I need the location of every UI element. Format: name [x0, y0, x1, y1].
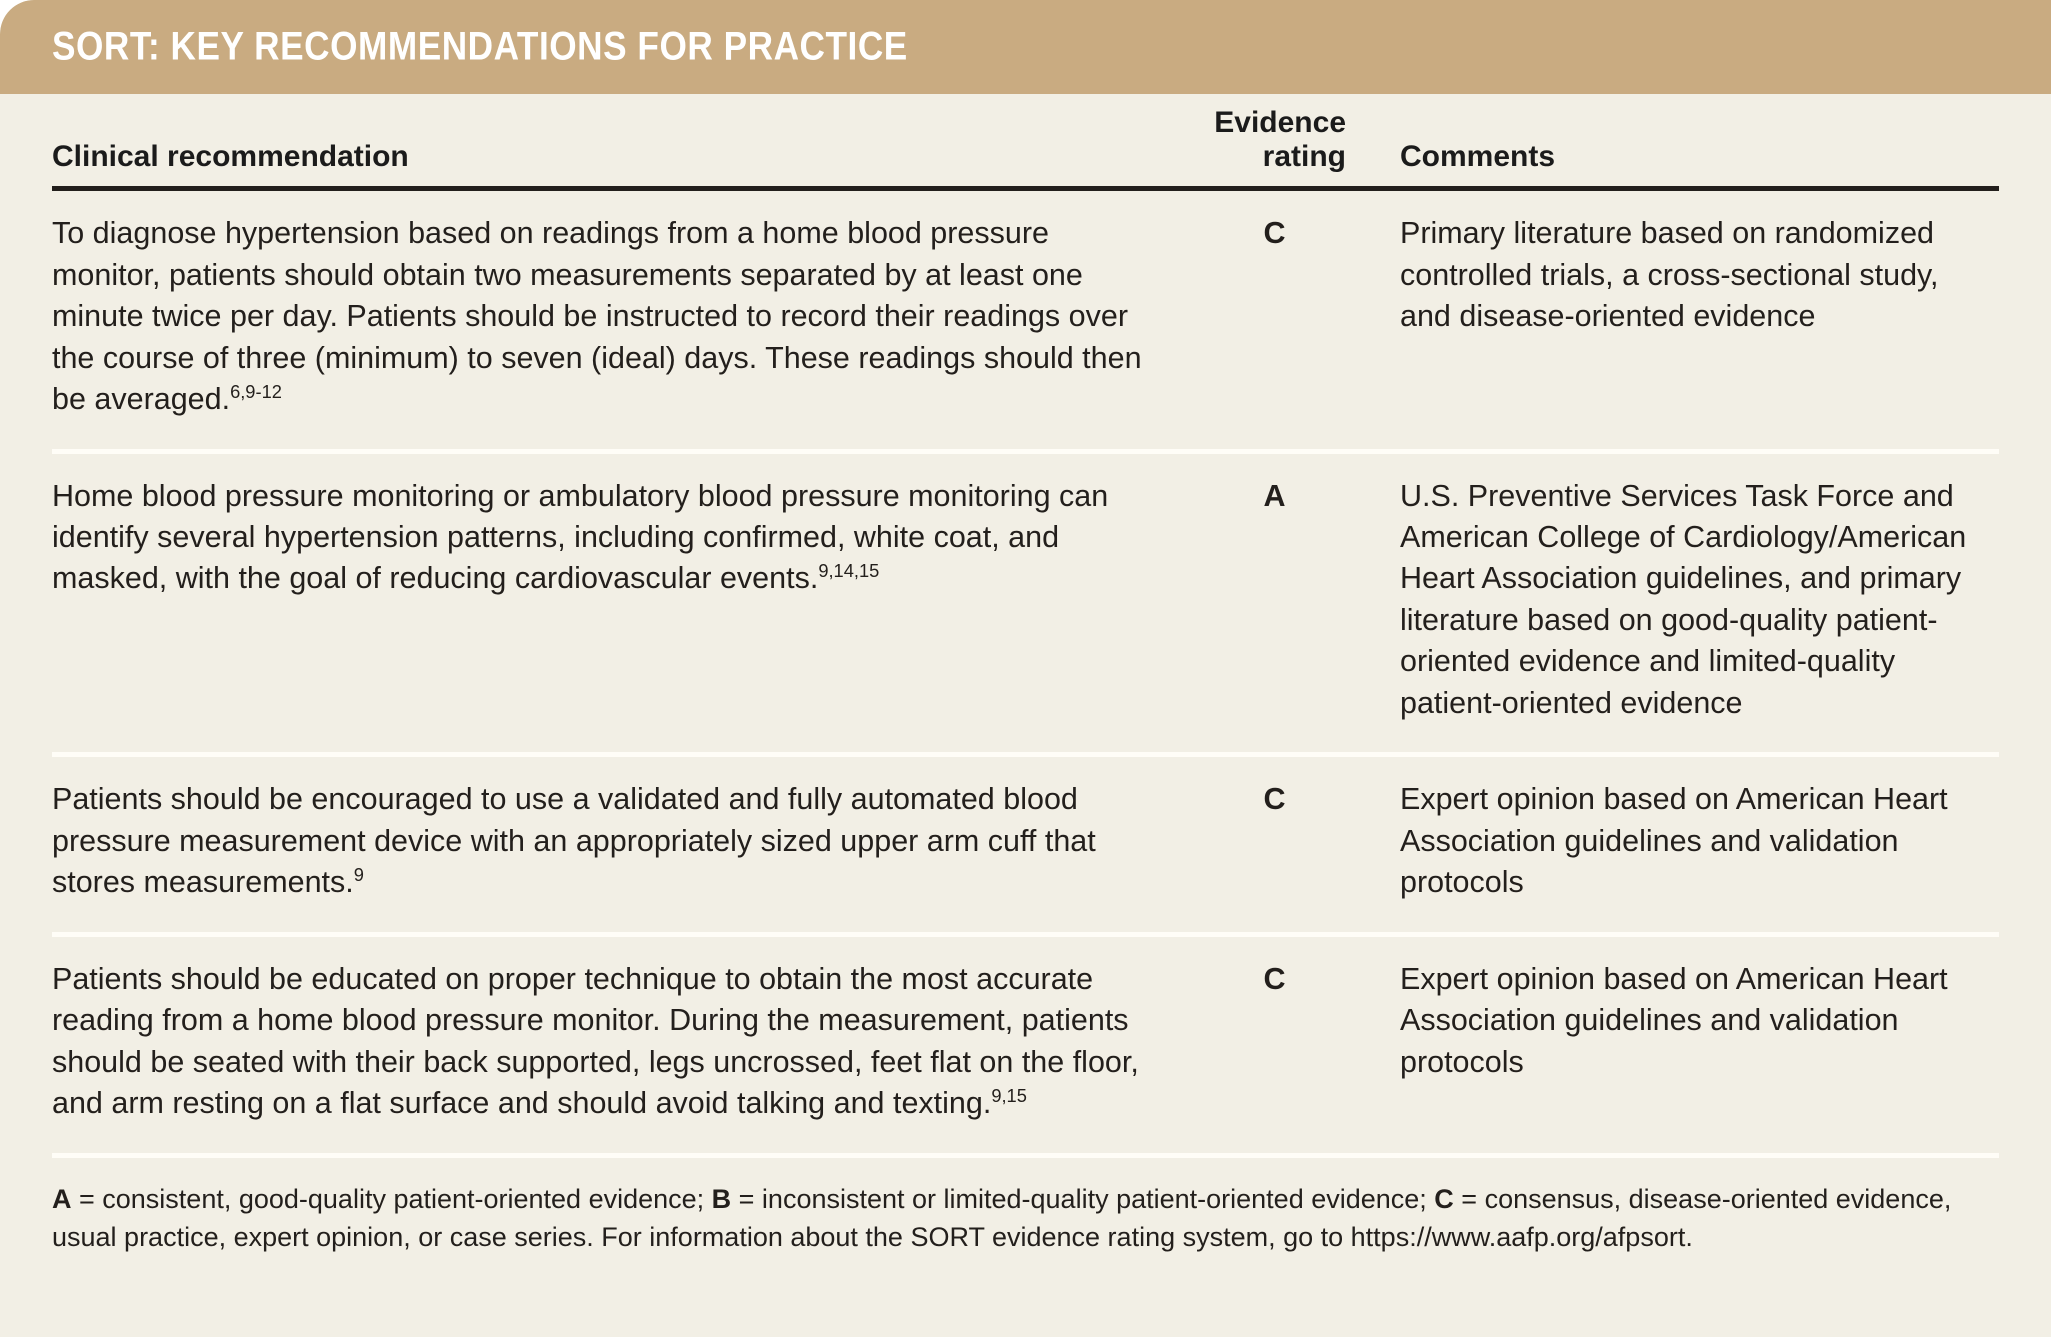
- cell-evidence-rating: C: [1197, 934, 1372, 1155]
- recommendation-citation: 9: [353, 864, 364, 886]
- table-title-bar: [0, 0, 2051, 94]
- footnote-text-a: = consistent, good-quality patient-oriented evidence;: [71, 1183, 712, 1214]
- cell-comments: [1372, 934, 1999, 1155]
- sort-recommendations-table: [52, 94, 1999, 1158]
- cell-comments: [1372, 451, 1999, 755]
- cell-comments: [1372, 755, 1999, 934]
- cell-recommendation: [52, 755, 1197, 934]
- cell-recommendation: [52, 189, 1197, 451]
- recommendation-text: Patients should be educated on proper technique to obtain the most accurate reading from a home blood pressure monitor. During the measurement, patients should be seated with their back supported, legs uncrossed, feet flat on the floor, and arm resting on a flat surface and should avoid talking and texting.: [52, 961, 1139, 1121]
- cell-recommendation: [52, 934, 1197, 1155]
- table-row: [52, 451, 1999, 755]
- cell-recommendation: [52, 451, 1197, 755]
- cell-comments: [1372, 189, 1999, 451]
- recommendation-text: Patients should be encouraged to use a validated and fully automated blood pressure measurement device with an appropriately sized upper arm cuff that stores measurements.: [52, 782, 1096, 900]
- cell-evidence-rating: C: [1197, 189, 1372, 451]
- footnote-rating-c: C: [1434, 1183, 1454, 1214]
- column-header-evidence-rating-line2: rating: [1262, 140, 1346, 173]
- comments-text: Primary literature based on randomized controlled trials, a cross-sectional study, and disease-oriented evidence: [1400, 216, 1939, 334]
- comments-text: U.S. Preventive Services Task Force and American College of Cardiology/American Heart Association guidelines, and primary literature based on good-quality patient-oriented evidence and limited-quality patient-oriented evidence: [1400, 478, 1967, 720]
- column-header-evidence-rating-line1: Evidence: [1214, 105, 1346, 139]
- recommendation-citation: 6,9-12: [230, 380, 282, 402]
- recommendation-citation: 9,14,15: [818, 560, 880, 582]
- recommendation-text: To diagnose hypertension based on readings from a home blood pressure monitor, patients should obtain two measurements separated by at least one minute twice per day. Patients should be instructed to record their readings over the course of three (minimum) to seven (ideal) days. These readings should then be averaged.: [52, 216, 1142, 417]
- column-header-evidence-rating: [1197, 94, 1372, 189]
- comments-text: Expert opinion based on American Heart Association guidelines and validation protocols: [1400, 961, 1948, 1079]
- comments-text: Expert opinion based on American Heart Association guidelines and validation protocols: [1400, 782, 1948, 900]
- footnote-rating-a: A: [52, 1183, 72, 1214]
- table-row: [52, 755, 1999, 934]
- page-title: SORT: KEY RECOMMENDATIONS FOR PRACTICE: [52, 24, 908, 69]
- cell-evidence-rating: C: [1197, 755, 1372, 934]
- table-header-row: [52, 94, 1999, 189]
- footnote-text-b: = inconsistent or limited-quality patient-oriented evidence;: [731, 1183, 1435, 1214]
- recommendation-text: Home blood pressure monitoring or ambulatory blood pressure monitoring can identify several hypertension patterns, including confirmed, white coat, and masked, with the goal of reducing cardiovascular events.: [52, 478, 1109, 596]
- table-head: [52, 94, 1999, 189]
- column-header-recommendation: Clinical recommendation: [52, 94, 1197, 189]
- recommendation-citation: 9,15: [991, 1085, 1027, 1106]
- table-body: [0, 94, 2051, 1337]
- table-footnote: [52, 1158, 1999, 1257]
- cell-evidence-rating: A: [1197, 451, 1372, 755]
- column-header-comments: Comments: [1372, 94, 1999, 189]
- table-row: [52, 189, 1999, 451]
- table-row: [52, 934, 1999, 1155]
- footnote-text-c: = consensus, disease-oriented evidence, usual practice, expert opinion, or case series. For information about the SORT evidence rating system, go to https://www.aafp.org/afpsort.: [52, 1183, 1952, 1252]
- footnote-rating-b: B: [711, 1183, 732, 1214]
- table-rows: [52, 189, 1999, 1155]
